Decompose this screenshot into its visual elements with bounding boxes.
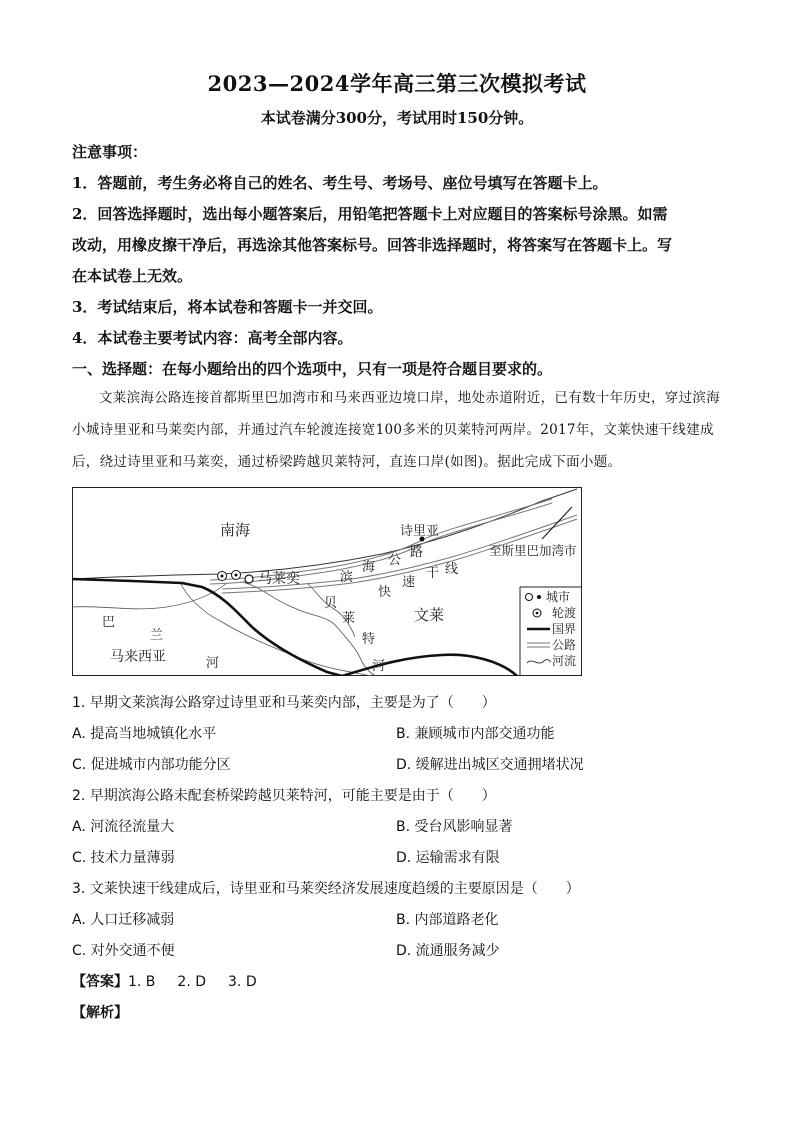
- label-expressway: 干: [426, 566, 440, 581]
- label-baram-river: 河: [206, 656, 220, 671]
- ferry-marker-dot: [235, 574, 238, 577]
- notes-item: 2．回答选择题时，选出每小题答案后，用铅笔把答题卡上对应题目的答案标号涂黑。如需: [72, 205, 668, 223]
- answer-value: 1. B: [128, 974, 156, 990]
- notes-item: 在本试卷上无效。: [72, 267, 193, 285]
- exam-title: 2023—2024学年高三第三次模拟考试: [207, 71, 587, 96]
- question-3-stem: 3. 文莱快速干线建成后，诗里亚和马莱奕经济发展速度趋缓的主要原因是（ ）: [72, 881, 580, 897]
- option-3c: C. 对外交通不便: [72, 943, 175, 959]
- label-coastal-road: 海: [362, 560, 376, 575]
- label-belait-river: 贝: [324, 596, 338, 611]
- option-row: [72, 905, 732, 936]
- brunei-map: [72, 487, 582, 676]
- label-baram-river: 兰: [150, 628, 164, 643]
- option-3d: D. 流通服务减少: [396, 943, 500, 959]
- option-3a: A. 人口迁移减弱: [72, 912, 175, 928]
- option-row: [72, 719, 732, 750]
- answer-label: 【答案】: [72, 974, 128, 990]
- notes-item: 3．考试结束后，将本试卷和答题卡一并交回。: [72, 298, 383, 316]
- question-stem: [72, 781, 732, 812]
- option-1a: A. 提高当地城镇化水平: [72, 726, 217, 742]
- label-to-bsb: 至斯里巴加湾市: [489, 543, 577, 558]
- option-3b: B. 内部道路老化: [396, 912, 499, 928]
- label-expressway: 速: [402, 575, 416, 590]
- label-belait-river: 特: [362, 632, 376, 647]
- ferry-marker-dot: [221, 575, 224, 578]
- label-seria: 诗里亚: [400, 524, 440, 539]
- legend-ferry-label: 轮渡: [552, 606, 577, 620]
- notes-item: 1．答题前，考生务必将自己的姓名、考生号、考场号、座位号填写在答题卡上。: [72, 174, 608, 192]
- legend-border-label: 国界: [552, 622, 577, 636]
- option-row: [72, 750, 732, 781]
- question-1-stem: 1. 早期文莱滨海公路穿过诗里亚和马莱奕内部，主要是为了（ ）: [72, 695, 496, 711]
- question-stem: [72, 874, 732, 905]
- option-row: [72, 843, 732, 874]
- label-coastal-road: 公: [388, 553, 402, 568]
- reading-passage: 文莱滨海公路连接首都斯里巴加湾市和马来西亚边境口岸，地处赤道附近，已有数十年历史，穿过滨海小城诗里亚和马莱奕内部，并通过汽车轮渡连接宽100多米的贝莱特河两岸。2017年，文莱快速干线建成后，绕过诗里亚和马莱奕，通过桥梁跨越贝莱特河，直连口岸(如图)。据此完成下面小题。: [72, 390, 720, 470]
- exam-subtitle: 本试卷满分300分，考试用时150分钟。: [260, 109, 534, 127]
- analysis-row: [72, 998, 732, 1029]
- analysis-label: 【解析】: [72, 1005, 128, 1021]
- option-2b: B. 受台风影响显著: [396, 819, 513, 835]
- label-belait-river: 莱: [342, 611, 356, 626]
- label-coastal-road: 路: [410, 545, 424, 560]
- notes-heading: 注意事项：: [72, 143, 148, 161]
- option-2a: A. 河流径流量大: [72, 819, 175, 835]
- questions-section: [72, 688, 732, 1029]
- notes-item: 4．本试卷主要考试内容：高考全部内容。: [72, 329, 353, 347]
- question-stem: [72, 688, 732, 719]
- label-sea: 南海: [220, 521, 251, 539]
- label-malaysia: 马来西亚: [110, 649, 166, 665]
- notes-section: [72, 137, 732, 385]
- answer-row: [72, 967, 732, 998]
- label-baram-river: 巴: [102, 615, 116, 630]
- option-2d: D. 运输需求有限: [396, 850, 500, 866]
- legend-city-label: 城市: [546, 590, 571, 604]
- option-1b: B. 兼顾城市内部交通功能: [396, 726, 555, 742]
- label-coastal-road: 滨: [340, 570, 354, 585]
- legend-ferry-icon: [536, 612, 539, 615]
- label-belait-river: 河: [372, 659, 386, 674]
- option-2c: C. 技术力量薄弱: [72, 850, 175, 866]
- answer-value: 3. D: [228, 974, 257, 990]
- label-expressway: 快: [378, 585, 392, 600]
- answer-value: 2. D: [177, 974, 207, 990]
- legend-road-label: 公路: [552, 638, 577, 652]
- option-row: [72, 936, 732, 967]
- label-brunei: 文莱: [414, 606, 445, 624]
- label-expressway: 线: [445, 562, 459, 577]
- notes-item: 改动，用橡皮擦干净后，再选涂其他答案标号。回答非选择题时，将答案写在答题卡上。写: [72, 236, 673, 254]
- option-row: [72, 812, 732, 843]
- option-1c: C. 促进城市内部功能分区: [72, 757, 231, 773]
- legend-river-label: 河流: [552, 654, 577, 668]
- label-kuala-belait: 马莱奕: [258, 571, 300, 587]
- question-2-stem: 2. 早期滨海公路未配套桥梁跨越贝莱特河，可能主要是由于（ ）: [72, 788, 496, 804]
- legend-city-icon: [537, 595, 541, 599]
- option-1d: D. 缓解进出城区交通拥堵状况: [396, 757, 584, 773]
- section-heading: 一、选择题：在每小题给出的四个选项中，只有一项是符合题目要求的。: [72, 360, 553, 378]
- city-kuala-belait-marker: [245, 575, 253, 583]
- legend-city-icon: [526, 594, 533, 601]
